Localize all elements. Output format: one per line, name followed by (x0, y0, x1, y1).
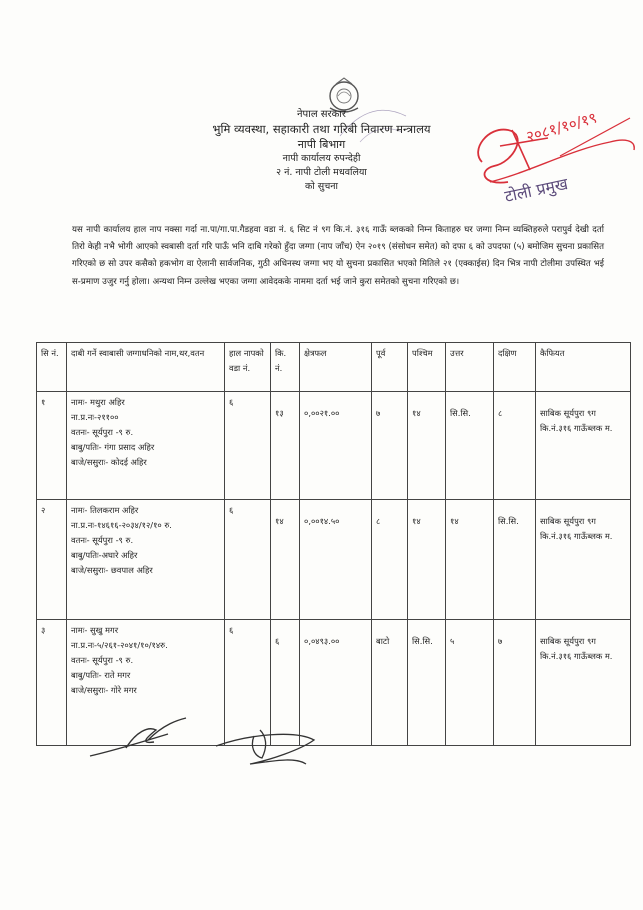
svg-text:टोली प्रमुख: टोली प्रमुख (502, 174, 570, 206)
cell-claimant (67, 500, 225, 620)
cell-sn: ३ (37, 620, 67, 746)
cell-east: ७ (372, 392, 408, 500)
cell-south: सि.सि. (494, 500, 536, 620)
col-header-claimant: दाबी गर्ने स्वाबासी जग्गाधनिको नाम,थर,वतन (67, 343, 225, 392)
svg-text:२०८१/१०/१९: २०८१/१०/१९ (524, 108, 599, 146)
department-name: नापी बिभाग (297, 138, 346, 151)
cell-east: बाटो (372, 620, 408, 746)
ministry-name: भुमि व्यवस्था, सहाकारी तथा गरिबी निवारण मन्त्रालय (212, 122, 431, 136)
cell-sn: १ (37, 392, 67, 500)
claimant-citizenship: ना.प्र.नः-२११०० (71, 412, 119, 422)
cell-area: ०,००२१.०० (300, 392, 372, 500)
col-header-east: पूर्व (372, 343, 408, 392)
col-header-west: पश्चिम (408, 343, 446, 392)
claimant-name: नामः- मथुरा अहिर (71, 397, 125, 407)
claimant-grandfather: बाजे/ससुराः- छवपाल अहिर (71, 565, 153, 575)
government-name: नेपाल सरकार (297, 109, 346, 120)
cell-remarks: साबिक सूर्यपुरा ९ग कि.नं.३१६ गाऊँब्लक म. (536, 500, 631, 620)
office-name: नापी कार्यालय रुपन्देही (282, 153, 361, 164)
table-row (37, 392, 631, 500)
signature-right (210, 716, 320, 780)
claimant-name: नामः- सुखु मगर (71, 625, 119, 635)
col-header-kitta: कि. नं. (271, 343, 300, 392)
claimant-citizenship: ना.प्र.नः-५/२६१-२०४१/१०/१४रु. (71, 640, 168, 650)
claimant-address: वतनः- सूर्यपुरा -९ रु. (71, 535, 134, 545)
cell-sn: २ (37, 500, 67, 620)
cell-remarks: साबिक सूर्यपुरा ९ग कि.नं.३१६ गाऊँब्लक म. (536, 392, 631, 500)
col-header-ward: हाल नापको वडा नं. (225, 343, 271, 392)
notice-title: को सुचना (305, 181, 338, 192)
cell-west: १४ (408, 500, 446, 620)
claimant-name: नामः- तिलकराम अहिर (71, 505, 139, 515)
cell-kitta: १३ (271, 392, 300, 500)
cell-area: ०,०४९३.०० (300, 620, 372, 746)
cell-kitta: १४ (271, 500, 300, 620)
table-header-row (37, 343, 631, 392)
cell-kitta: ६ (271, 620, 300, 746)
claimant-father: बाबु/पतिः- राते मगर (71, 670, 131, 680)
cell-south: ८ (494, 392, 536, 500)
team-name: २ नं. नापी टोली मधवलिया (276, 167, 367, 178)
cell-north: १४ (446, 500, 494, 620)
table-row (37, 500, 631, 620)
cell-west: सि.सि. (408, 620, 446, 746)
cell-north: ५ (446, 620, 494, 746)
cell-area: ०,००१४.५० (300, 500, 372, 620)
cell-remarks: साबिक सूर्यपुरा ९ग कि.नं.३१६ गाऊँब्लक म. (536, 620, 631, 746)
cell-claimant (67, 392, 225, 500)
cell-east: ८ (372, 500, 408, 620)
cell-west: १४ (408, 392, 446, 500)
signature-left (86, 712, 196, 762)
cell-south: ७ (494, 620, 536, 746)
col-header-south: दक्षिण (494, 343, 536, 392)
handwritten-signature-stamp (410, 90, 643, 210)
claimant-grandfather: बाजे/ससुराः- गोरे मगर (71, 685, 137, 695)
cell-ward: ६ (225, 500, 271, 620)
col-header-remarks: कैफियत (536, 343, 631, 392)
claimant-table (36, 342, 630, 746)
claimant-address: वतनः- सूर्यपुरा -९ रु. (71, 655, 134, 665)
claimant-father: बाबु/पतिः- गंगा प्रसाद अहिर (71, 442, 155, 452)
claimant-grandfather: बाजे/ससुराः- कोदई अहिर (71, 457, 147, 467)
cell-ward: ६ (225, 620, 271, 746)
notice-body: यस नापी कार्यालय हाल नाप नक्सा गर्दा ना.पा/गा.पा.गैडहवा वडा नं. ६ सिट नं ९ग कि.नं. ३१६ गाऊँ ब्लकको निम्न किताहरु घर जग्गा निम्न व्यक्तिहरुले परापुर्व देखी दर्ता तिरो केही नभै भोगी आएको स्वबासी दर्ता गरि पाऊँ भनि दाबि गरेको हुँदा जग्गा (नाप जाँच) ऐन २०१९ (संसोधन समेत) को दफा ६ को उपदफा (५) बमोजिम सुचना प्रकासित गरिएको छ सो उपर कसैको हकभोग वा ऐलानी सार्वजनिक, गुठी अधिनस्थ जग्गा भए यो सुचना प्रकासित भएको मितिले २१ (एक्काईस) दिन भित्र नापी टोलीमा उपस्थित भई स-प्रमाण उजुर गर्नु होला। अन्यथा निम्न उल्लेख भएका जग्गा आवेदकके नाममा दर्ता भई जाने कुरा समेतको सुचना गरिएको छ। (72, 225, 604, 287)
cell-north: सि.सि. (446, 392, 494, 500)
claimant-father: बाबु/पतिः-अघारे अहिर (71, 550, 138, 560)
claimant-citizenship: ना.प्र.नः-१४६१६-२०३४/१२/१० रु. (71, 520, 172, 530)
col-header-area: क्षेत्रफल (300, 343, 372, 392)
cell-ward: ६ (225, 392, 271, 500)
claimant-address: वतनः- सूर्यपुरा -९ रु. (71, 427, 134, 437)
col-header-north: उत्तर (446, 343, 494, 392)
col-header-sn: सि नं. (37, 343, 67, 392)
